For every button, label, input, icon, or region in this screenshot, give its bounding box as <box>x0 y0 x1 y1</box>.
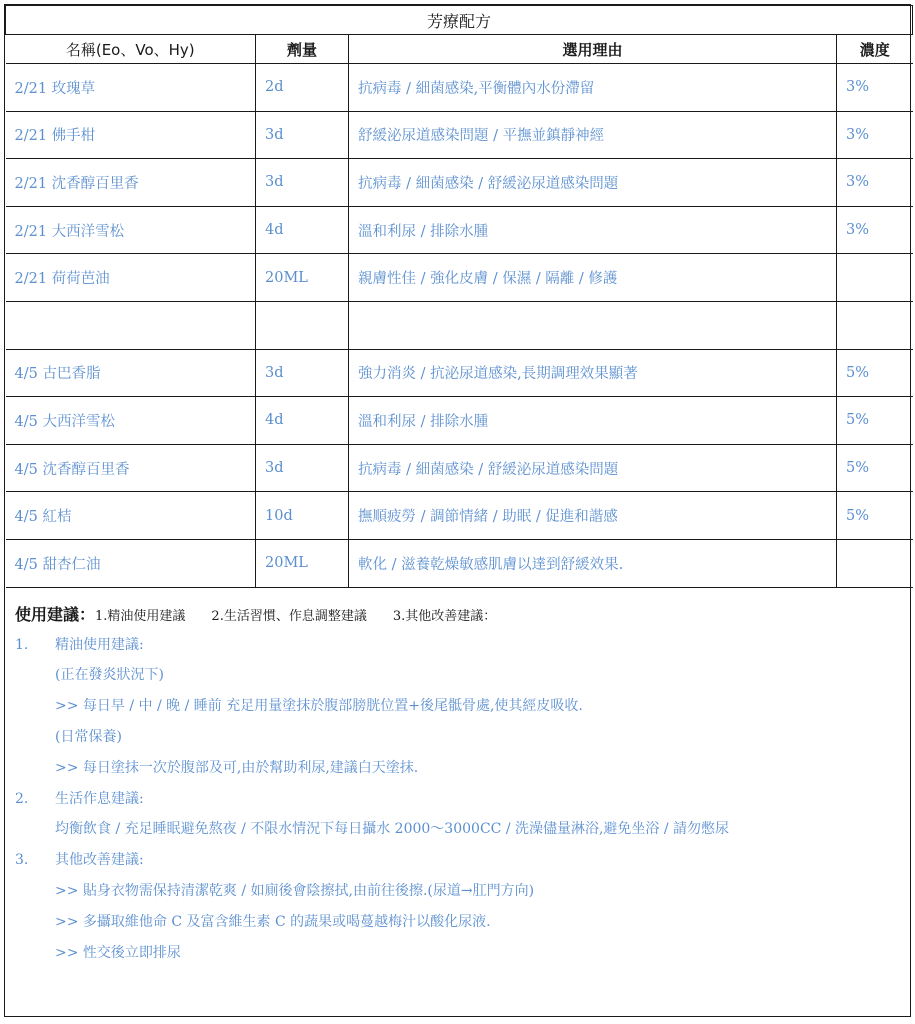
aromatherapy-sheet <box>4 4 911 1017</box>
cell-name: 2/21 沈香醇百里香 <box>6 159 256 207</box>
usage-line: >> 貼身衣物需保持清潔乾爽 / 如廁後會陰擦拭,由前往後擦.(尿道→肛門方向) <box>55 882 535 899</box>
cell-reason: 抗病毒 / 細菌感染,平衡體內水份滯留 <box>349 64 837 112</box>
table-row <box>6 206 913 254</box>
usage-section-title <box>15 850 900 870</box>
usage-option: 1.精油使用建議 <box>95 608 186 624</box>
cell-concentration: 5% <box>837 492 913 540</box>
cell-dose: 4d <box>256 397 349 445</box>
usage-line: >> 性交後立即排尿 <box>55 944 181 961</box>
cell-reason: 親膚性佳 / 強化皮膚 / 保濕 / 隔離 / 修護 <box>349 254 837 302</box>
table-row <box>6 301 913 349</box>
cell-concentration <box>837 254 913 302</box>
header-name: 名稱(Eo、Vo、Hy) <box>6 35 256 64</box>
table-row <box>6 349 913 397</box>
table-row <box>6 254 913 302</box>
table-row <box>6 159 913 207</box>
usage-line: >> 每日塗抹一次於腹部及可,由於幫助利尿,建議白天塗抹. <box>55 759 419 776</box>
cell-concentration <box>837 539 913 587</box>
section-title-text: 其他改善建議: <box>55 852 144 869</box>
cell-name: 2/21 大西洋雪松 <box>6 206 256 254</box>
cell-reason: 強力消炎 / 抗泌尿道感染,長期調理效果顯著 <box>349 349 837 397</box>
cell-reason: 撫順疲勞 / 調節情緒 / 助眠 / 促進和諧感 <box>349 492 837 540</box>
cell-reason: 抗病毒 / 細菌感染 / 舒緩泌尿道感染問題 <box>349 159 837 207</box>
section-number: 3. <box>15 852 29 869</box>
cell-name: 4/5 沈香醇百里香 <box>6 444 256 492</box>
header-row <box>6 35 913 64</box>
cell-dose: 2d <box>256 64 349 112</box>
cell-dose: 3d <box>256 444 349 492</box>
cell-dose: 20ML <box>256 539 349 587</box>
cell-concentration: 5% <box>837 397 913 445</box>
section-number: 1. <box>15 636 29 653</box>
cell-name: 2/21 玫瑰草 <box>6 64 256 112</box>
cell-name: 4/5 紅桔 <box>6 492 256 540</box>
usage-line: (正在發炎狀況下) <box>55 667 164 684</box>
cell-dose: 3d <box>256 111 349 159</box>
cell-name: 2/21 荷荷芭油 <box>6 254 256 302</box>
table-row <box>6 111 913 159</box>
usage-line: >> 多攝取維他命 C 及富含維生素 C 的蔬果或喝蔓越梅汁以酸化尿液. <box>55 913 491 930</box>
usage-line: (日常保養) <box>55 728 122 745</box>
header-reason: 選用理由 <box>349 35 837 64</box>
usage-section-title <box>15 789 900 809</box>
cell-concentration <box>837 301 913 349</box>
cell-concentration: 3% <box>837 111 913 159</box>
header-dose: 劑量 <box>256 35 349 64</box>
section-title-text: 生活作息建議: <box>55 790 144 807</box>
recipe-table <box>5 5 913 588</box>
usage-option: 2.生活習慣、作息調整建議 <box>211 608 367 624</box>
usage-section-title <box>15 635 900 655</box>
cell-reason: 舒緩泌尿道感染問題 / 平撫並鎮靜神經 <box>349 111 837 159</box>
usage-section <box>5 588 910 963</box>
sheet-title: 芳療配方 <box>6 6 913 35</box>
recipe-rows <box>6 64 913 588</box>
cell-name: 2/21 佛手柑 <box>6 111 256 159</box>
cell-dose: 20ML <box>256 254 349 302</box>
cell-name: 4/5 古巴香脂 <box>6 349 256 397</box>
cell-concentration: 5% <box>837 444 913 492</box>
cell-concentration: 5% <box>837 349 913 397</box>
cell-name <box>6 301 256 349</box>
usage-header <box>15 602 900 625</box>
usage-body <box>15 635 900 963</box>
cell-reason: 溫和利尿 / 排除水腫 <box>349 397 837 445</box>
cell-concentration: 3% <box>837 159 913 207</box>
cell-reason: 抗病毒 / 細菌感染 / 舒緩泌尿道感染問題 <box>349 444 837 492</box>
cell-name: 4/5 大西洋雪松 <box>6 397 256 445</box>
header-concentration: 濃度 <box>837 35 913 64</box>
cell-dose: 4d <box>256 206 349 254</box>
usage-line: 均衡飲食 / 充足睡眠避免熬夜 / 不限水情況下每日攝水 2000～3000CC / 洗澡儘量淋浴,避免坐浴 / 請勿憋尿 <box>55 821 730 838</box>
cell-concentration: 3% <box>837 206 913 254</box>
cell-concentration: 3% <box>837 64 913 112</box>
cell-dose: 3d <box>256 159 349 207</box>
cell-reason <box>349 301 837 349</box>
section-number: 2. <box>15 790 29 807</box>
usage-option: 3.其他改善建議： <box>392 608 497 624</box>
cell-dose <box>256 301 349 349</box>
cell-reason: 軟化 / 滋養乾燥敏感肌膚以達到舒緩效果. <box>349 539 837 587</box>
table-row <box>6 64 913 112</box>
cell-dose: 3d <box>256 349 349 397</box>
usage-line: >> 每日早 / 中 / 晚 / 睡前 充足用量塗抹於腹部膀胱位置+後尾骶骨處,使其經皮吸收. <box>55 698 583 715</box>
section-title-text: 精油使用建議: <box>55 636 144 653</box>
table-row <box>6 397 913 445</box>
cell-dose: 10d <box>256 492 349 540</box>
table-row <box>6 444 913 492</box>
cell-name: 4/5 甜杏仁油 <box>6 539 256 587</box>
table-row <box>6 539 913 587</box>
usage-lead: 使用建議： <box>15 604 96 624</box>
table-row <box>6 492 913 540</box>
cell-reason: 溫和利尿 / 排除水腫 <box>349 206 837 254</box>
